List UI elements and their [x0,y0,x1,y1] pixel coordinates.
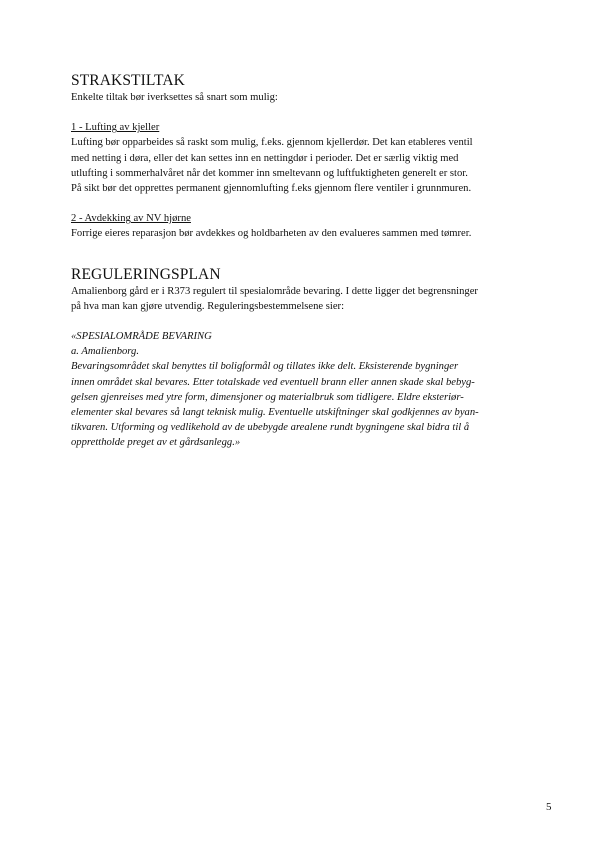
item2-line: Forrige eieres reparasjon bør avdekkes og holdbarheten av den evalueres sammen med tømrer. [71,228,472,240]
page-number: 5 [546,801,552,813]
page-content [71,72,541,451]
item1-line: På sikt bør det opprettes permanent gjennomlufting f.eks gjennom flere ventiler i grunnmuren. [71,183,472,195]
item1-line: med netting i døra, eller det kan settes inn en nettingdør i perioder. Det er særlig viktig med [71,152,459,164]
section-title-strakstiltak: STRAKSTILTAK [71,72,185,89]
section-title-reguleringsplan: REGULERINGSPLAN [71,265,221,283]
quote-line: a. Amalienborg. [71,346,139,358]
quote-line: tikvaren. Utforming og vedlikehold av de ubebygde arealene rundt bygningene skal bidra til å [71,422,470,434]
item2-title: 2 - Avdekking av NV hjørne [71,213,191,225]
reguleringsplan-intro-line: på hva man kan gjøre utvendig. Reguleringsbestemmelsene sier: [71,300,345,312]
quote-line: Bevaringsområdet skal benyttes til boligformål og tillates ikke delt. Eksisterende bygninger [71,361,459,373]
quote-line: «SPESIALOMRÅDE BEVARING [71,331,212,343]
quote-line: gelsen gjenreises med ytre form, dimensjoner og materialbruk som tidligere. Eldre eksteriør- [71,391,464,403]
quote-line: elementer skal bevares så langt teknisk mulig. Eventuelle utskiftninger skal godkjennes av byan- [71,407,479,419]
strakstiltak-intro: Enkelte tiltak bør iverksettes så snart som mulig: [71,92,278,103]
item1-title: 1 - Lufting av kjeller [71,122,160,134]
item1-line: Lufting bør opparbeides så raskt som mulig, f.eks. gjennom kjellerdør. Det kan etableres ventil [71,137,473,149]
item1-line: utlufting i sommerhalvåret når det kommer inn smeltevann og luftfuktigheten generelt er stor. [71,167,468,179]
reguleringsplan-intro-line: Amalienborg gård er i R373 regulert til spesialområde bevaring. I dette ligger det begrensninger [71,285,478,297]
quote-line: opprettholde preget av et gårdsanlegg.» [71,437,241,449]
quote-line: innen området skal bevares. Etter totalskade ved eventuell brann eller annen skade skal bebyg- [71,376,475,388]
